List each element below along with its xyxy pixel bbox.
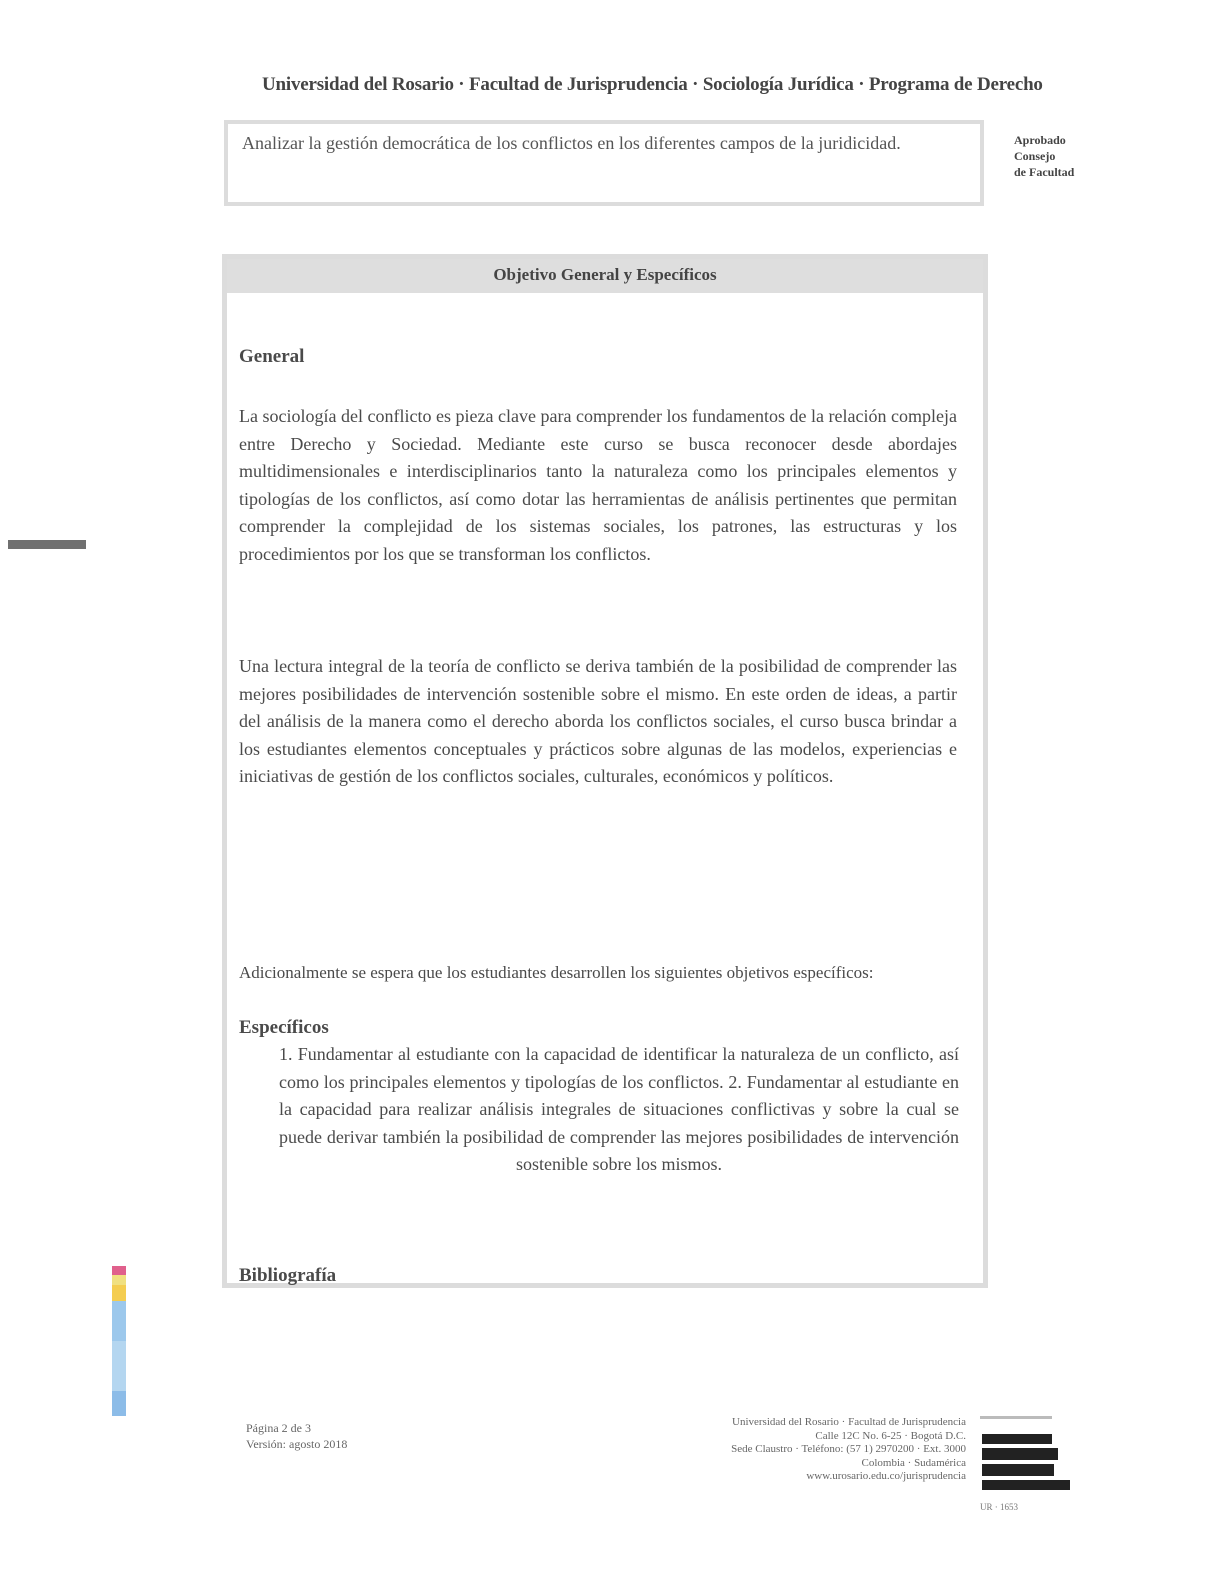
footer-page-info bbox=[246, 1420, 347, 1452]
footer-page-number: Página 2 de 3 bbox=[246, 1421, 311, 1435]
strip-segment-blue bbox=[112, 1301, 126, 1341]
logo-bar bbox=[982, 1434, 1052, 1444]
bibliography-heading: Bibliografía bbox=[239, 1265, 337, 1286]
footer-version: Versión: agosto 2018 bbox=[246, 1437, 348, 1451]
strip-segment-yellow bbox=[112, 1285, 126, 1301]
logo-bar bbox=[982, 1464, 1054, 1476]
strip-segment-pink bbox=[112, 1266, 126, 1275]
general-paragraph-1: La sociología del conflicto es pieza clave para comprender los fundamentos de la relación compleja entre Derecho y Sociedad. Mediante este curso se busca reconocer desde abordajes multidimensionales e interdisciplinarios tanto la naturaleza como los principales elementos y tipologías de los conflictos, así como dotar las herramientas de análisis pertinentes que permitan comprender la complejidad de los sistemas sociales, los patrones, las estructuras y los procedimientos por los que se transforman los conflictos. bbox=[239, 406, 957, 564]
section-title: Objetivo General y Específicos bbox=[227, 259, 983, 293]
footer-address-line: Calle 12C No. 6-25 · Bogotá D.C. bbox=[815, 1429, 966, 1442]
logo-top-rule bbox=[980, 1416, 1052, 1419]
specific-heading: Específicos bbox=[239, 1017, 329, 1038]
strip-segment-mid-blue bbox=[112, 1391, 126, 1416]
strip-segment-light-yellow bbox=[112, 1275, 126, 1285]
footer-address-line: Sede Claustro · Teléfono: (57 1) 2970200 · Ext. 3000 bbox=[731, 1443, 966, 1455]
university-logo bbox=[980, 1416, 1072, 1516]
objectives-section bbox=[222, 254, 988, 1288]
side-note-line: Consejo bbox=[1014, 149, 1056, 163]
strip-segment-light-blue bbox=[112, 1341, 126, 1391]
footer-address-line: www.urosario.edu.co/jurisprudencia bbox=[806, 1470, 966, 1482]
side-note bbox=[1014, 132, 1124, 180]
page-edge-marker bbox=[8, 540, 86, 549]
logo-bar bbox=[982, 1480, 1070, 1490]
objective-summary-text: Analizar la gestión democrática de los conflictos en los diferentes campos de la juridicidad. bbox=[242, 133, 901, 153]
color-calibration-strip bbox=[112, 1266, 126, 1416]
general-heading: General bbox=[239, 346, 305, 367]
objective-summary-box bbox=[224, 120, 984, 206]
logo-caption: UR · 1653 bbox=[980, 1502, 1018, 1512]
general-paragraph-2: Una lectura integral de la teoría de conflicto se deriva también de la posibilidad de comprender las mejores posibilidades de intervención sostenible sobre el mismo. En este orden de ideas, a partir del análisis de la manera como el derecho aborda los conflictos sociales, el curso busca brindar a los estudiantes elementos conceptuales y prácticos sobre algunas de las modelos, experiencias e iniciativas de gestión de los conflictos sociales, culturales, económicos y políticos. bbox=[239, 656, 957, 786]
side-note-line: de Facultad bbox=[1014, 165, 1075, 179]
general-paragraph-3: Adicionalmente se espera que los estudiantes desarrollen los siguientes objetivos específicos: bbox=[239, 963, 874, 982]
footer-address-line: Universidad del Rosario · Facultad de Jurisprudencia bbox=[732, 1416, 966, 1428]
specific-objectives-list: 1. Fundamentar al estudiante con la capacidad de identificar la naturaleza de un conflicto, así como los principales elementos y tipologías de los conflictos. 2. Fundamentar al estudiante en la capacidad para realizar análisis integrales de situaciones conflictivas y sobre la cual se puede derivar también la posibilidad de comprender las mejores posibilidades de intervención sostenible sobre los mismos. bbox=[279, 1044, 959, 1174]
footer-address bbox=[660, 1416, 966, 1484]
footer-address-line: Colombia · Sudamérica bbox=[861, 1456, 966, 1469]
logo-bar bbox=[982, 1448, 1058, 1460]
side-note-line: Aprobado bbox=[1014, 133, 1066, 147]
document-header: Universidad del Rosario · Facultad de Jurisprudencia · Sociología Jurídica · Programa de Derecho bbox=[262, 74, 1043, 95]
